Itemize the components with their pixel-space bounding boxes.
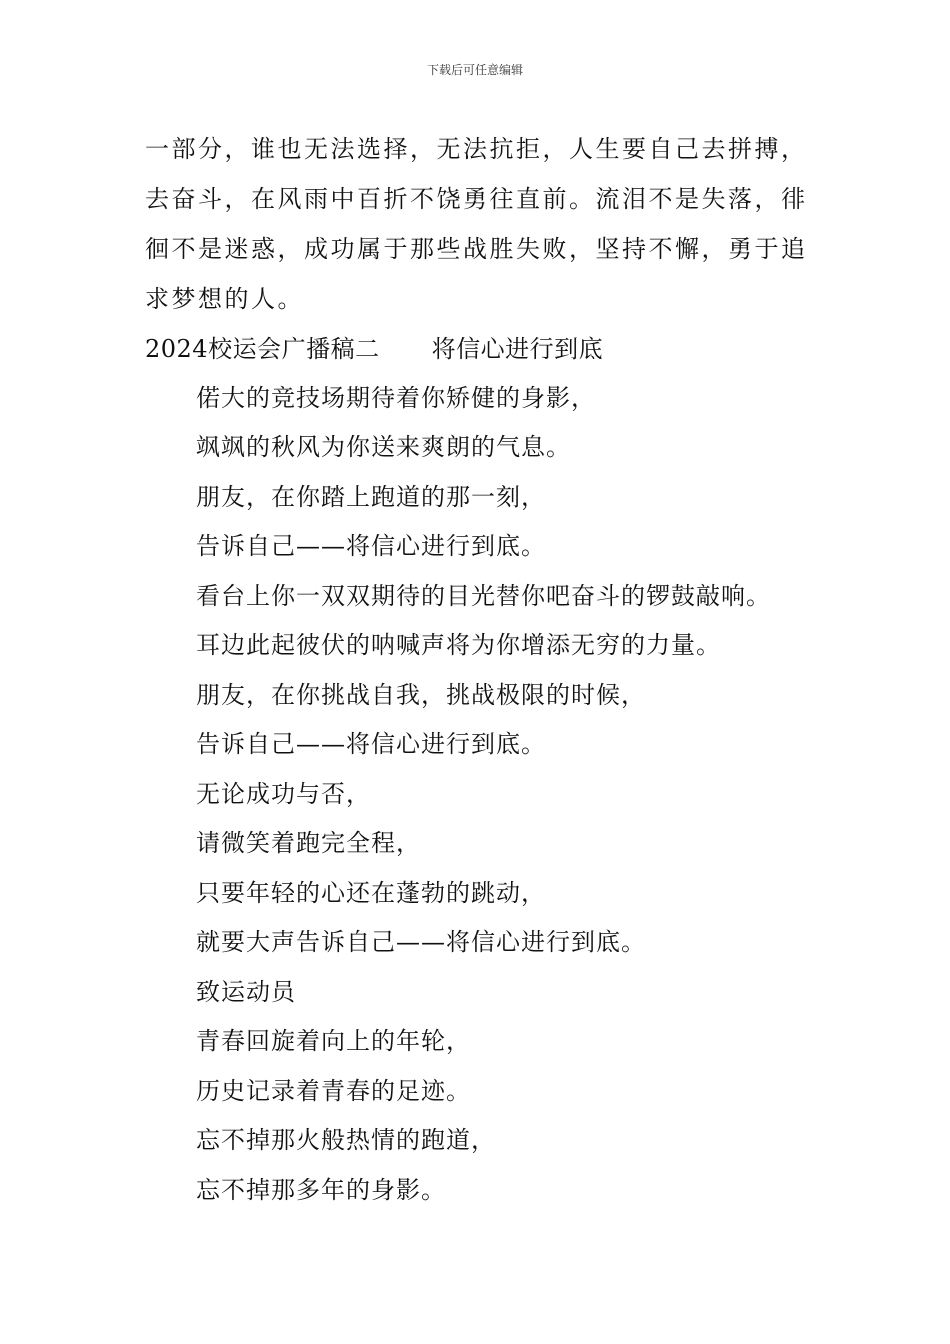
section-title	[145, 334, 603, 364]
poem-line: 忘不掉那多年的身影。	[196, 1176, 446, 1204]
poem-line: 飒飒的秋风为你送来爽朗的气息。	[196, 433, 571, 461]
poem-line: 看台上你一双双期待的目光替你吧奋斗的锣鼓敲响。	[196, 582, 771, 610]
poem-line: 告诉自己——将信心进行到底。	[196, 730, 546, 758]
section-title-left: 2024校运会广播稿二	[145, 335, 380, 363]
poem-line: 告诉自己——将信心进行到底。	[196, 532, 546, 560]
paragraph-line: 一部分，谁也无法选择，无法抗拒，人生要自己去拼搏，	[145, 135, 808, 163]
poem-line: 致运动员	[196, 978, 296, 1006]
poem-line: 请微笑着跑完全程，	[196, 829, 421, 857]
page-header: 下载后可任意编辑	[426, 63, 523, 77]
poem-line: 青春回旋着向上的年轮，	[196, 1027, 471, 1055]
poem-line: 朋友，在你挑战自我，挑战极限的时候，	[196, 681, 646, 709]
poem-line: 历史记录着青春的足迹。	[196, 1077, 471, 1105]
poem-line: 无论成功与否，	[196, 780, 371, 808]
section-title-right: 将信心进行到底	[431, 335, 604, 363]
paragraph-line: 去奋斗，在风雨中百折不饶勇往直前。流泪不是失落，徘	[145, 185, 808, 213]
poem-line: 朋友，在你踏上跑道的那一刻，	[196, 483, 546, 511]
poem-line: 就要大声告诉自己——将信心进行到底。	[196, 928, 646, 956]
poem-line: 忘不掉那火般热情的跑道，	[196, 1126, 496, 1154]
poem-line: 只要年轻的心还在蓬勃的跳动，	[196, 879, 546, 907]
poem-line: 偌大的竞技场期待着你矫健的身影，	[196, 384, 596, 412]
poem-line: 耳边此起彼伏的呐喊声将为你增添无穷的力量。	[196, 631, 721, 659]
paragraph-line: 求梦想的人。	[145, 285, 304, 313]
paragraph-line: 徊不是迷惑，成功属于那些战胜失败，坚持不懈，勇于追	[145, 235, 808, 263]
